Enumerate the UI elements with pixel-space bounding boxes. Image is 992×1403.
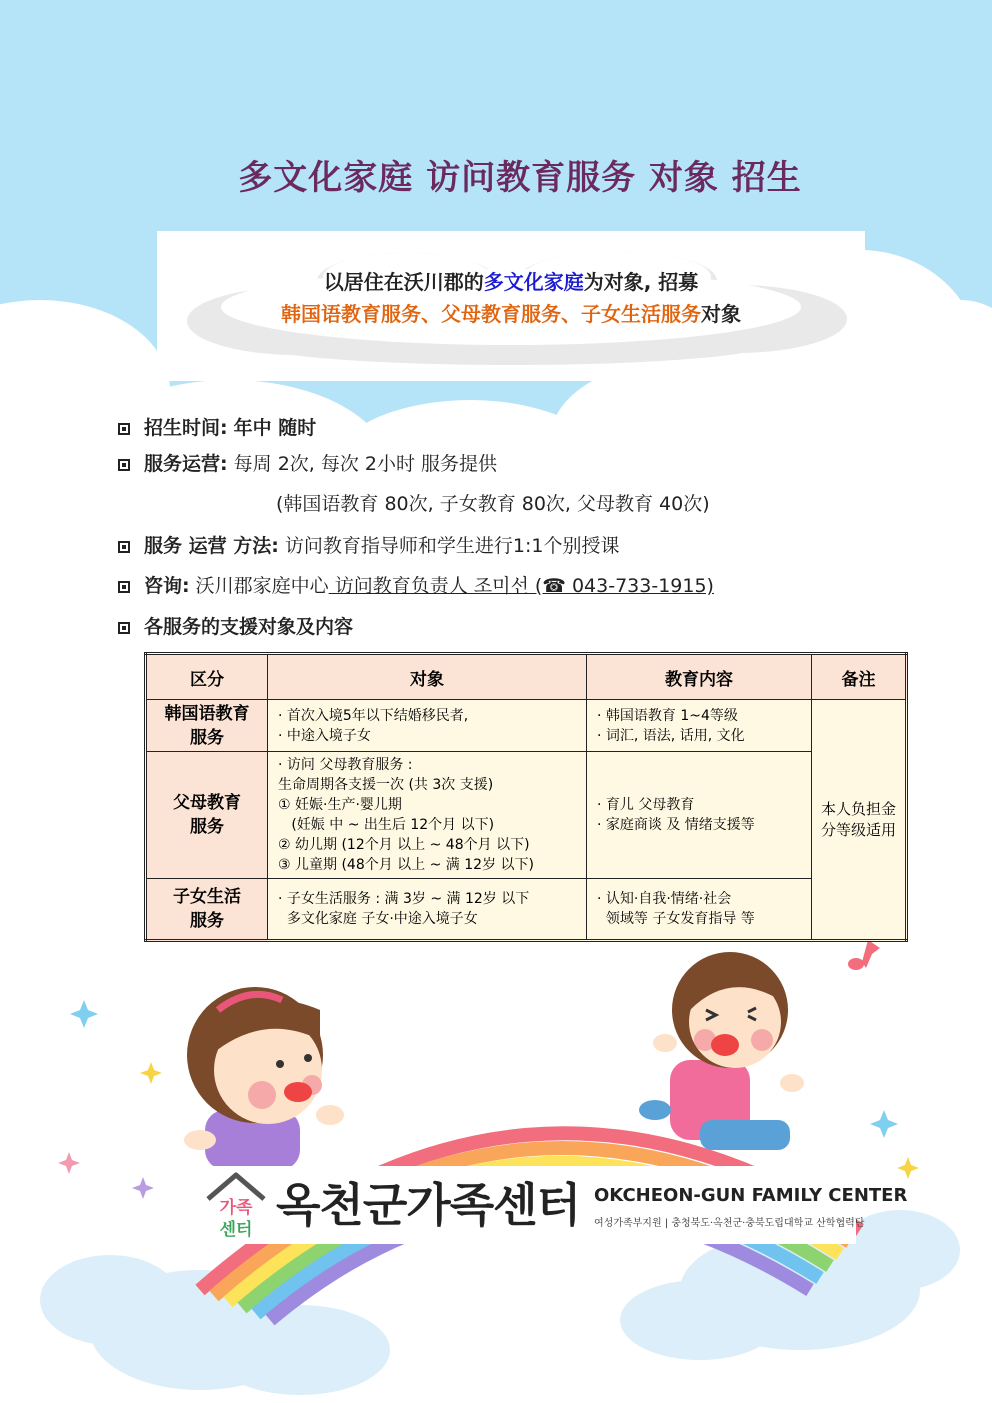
method-value: 访问教育指导师和学生进行1:1个别授课 [278,535,620,557]
square-bullet-icon [118,541,130,553]
ops-label: 服务运营: [144,453,228,475]
period-label: 招生时间: [144,417,228,439]
intro-highlight-family: 多文化家庭 [483,270,584,294]
row-content: · 认知·自我·情绪·社会 领域等 子女发育指导 等 [587,879,812,941]
ops-value: 每周 2次, 每次 2小时 服务提供 [227,453,498,475]
row-name: 子女生活 服务 [146,879,268,941]
square-bullet-icon [118,581,130,593]
table-row [146,752,907,879]
page-title: 多文化家庭 访问教育服务 对象 招生 [238,158,802,198]
logo-korean-name: 옥천군가족센터 [276,1178,581,1232]
row-target: · 首次入境5年以下结婚移民者, · 中途入境子女 [268,700,587,752]
logo-subtitle: 여성가족부지원 | 충청북도·옥천군·충북도립대학교 산학협력단 [594,1218,865,1229]
period-value: 年中 随时 [233,417,317,439]
table-row [146,700,907,752]
intro-text-d: 对象 [701,302,741,326]
row-target: · 子女生活服务 : 满 3岁 ~ 满 12岁 以下 多文化家庭 子女·中途入境子女 [268,879,587,941]
intro-text-a: 以居住在沃川郡的 [323,270,484,294]
house-logo-icon [200,1169,272,1241]
intro-highlight-services: 韩国语教育服务、父母教育服务、子女生活服务 [281,302,701,326]
row-target: · 访问 父母教育服务 : 生命周期各支援一次 (共 3次 支援) ① 妊娠·生产·婴儿期 (妊娠 中 ~ 出生后 12个月 以下) ② 幼儿期 (12个月 以上 ~ 48个月 以下) ③ 儿童期 (48个月 以上 ~ 满 12岁 以下) [268,752,587,879]
fee-note: 本人负担金 分等级适用 [812,700,907,941]
intro-line-1 [157,266,865,295]
info-operations-detail: (韩国语教育 80次, 子女教育 80次, 父母教育 40次) [276,493,710,515]
info-operations [118,449,497,476]
header-content: 教育内容 [587,654,812,700]
contact-center: 沃川郡家庭中心 [189,575,329,597]
contact-person-phone: 访问教育负责人 조미선 (☎ 043-733-1915) [328,575,714,597]
info-contact [118,571,714,598]
logo-mark-bottom: 센터 [219,1220,253,1240]
intro-line-2 [157,298,865,327]
row-content: · 韩国语教育 1~4等级 · 词汇, 语法, 话用, 文化 [587,700,812,752]
logo-english-name: OKCHEON-GUN FAMILY CENTER [594,1185,908,1206]
square-bullet-icon [118,459,130,471]
section-title: 各服务的支援对象及内容 [144,616,354,638]
row-content: · 育儿 父母教育 · 家庭商谈 及 情绪支援等 [587,752,812,879]
header-target: 对象 [268,654,587,700]
square-bullet-icon [118,622,130,634]
info-section-title [118,612,353,639]
contact-label: 咨询: [144,575,190,597]
header-note: 备注 [812,654,907,700]
table-row [146,879,907,941]
header-category: 区分 [146,654,268,700]
family-center-logo [196,1166,908,1244]
info-period [118,413,316,440]
services-table [144,652,908,942]
square-bullet-icon [118,423,130,435]
info-method [118,531,619,558]
logo-mark-top: 가족 [219,1198,253,1218]
table-header-row [146,654,907,700]
intro-banner [157,231,865,381]
intro-text-c: 为对象, 招募 [583,270,699,294]
row-name: 韩国语教育 服务 [146,700,268,752]
method-label: 服务 运营 方法: [144,535,279,557]
row-name: 父母教育 服务 [146,752,268,879]
